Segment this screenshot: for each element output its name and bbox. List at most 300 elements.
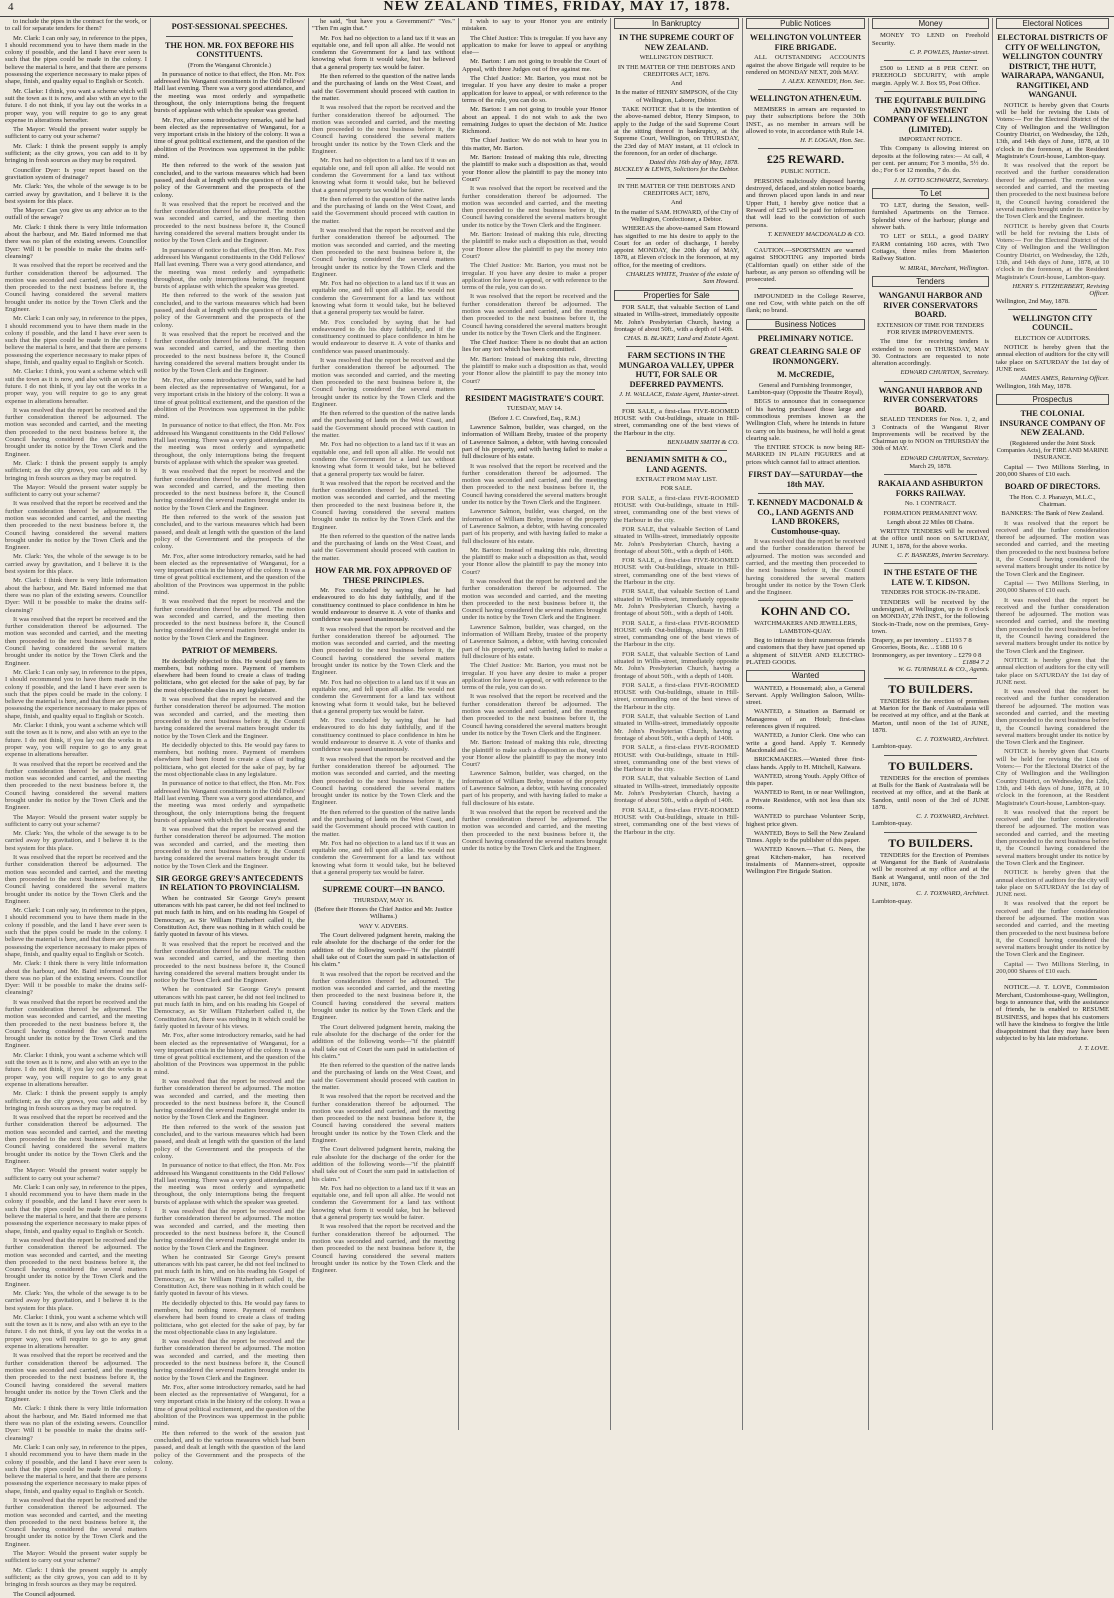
divider	[884, 563, 977, 564]
notice-signature: J. H. OTTO SCHWARTZ, Secretary.	[893, 176, 989, 184]
court-bench: (Before their Honors the Chief Justice and Mr. Justice Williams.)	[314, 906, 453, 921]
article-text: Mr. Clark: I think there is very little information about the harbour, and Mr. Baird informed me that there was no plan of the existing sewers. Councillor Dyer: Will it be possible to make the drains self-cleansing?	[5, 1405, 147, 1442]
article-text: The Mayor: Can you give us any advice as to the outfall of the sewage?	[5, 207, 147, 222]
article-text: Mr. Clark: Yes, the whole of the sewage is to be carried away by gravitation, and I believe it is the best system for this place.	[5, 1289, 147, 1312]
advertiser-name: KOHN AND CO.	[760, 604, 850, 619]
notice-heading: TO BUILDERS.	[888, 681, 973, 696]
court-case: WAY V. ADVERS.	[358, 922, 408, 930]
property-ad: FOR SALE, that valuable Section of Land situated in Willis-street, immediately opposite Mr. John's Presbyterian Church, having a frontage of about 50ft., with a depth of 140ft.	[614, 303, 739, 333]
notice-text: MEMBERS in arrears are requested to pay their subscriptions before the 30th INST., as no member in arrears will be allowed to vote, in accordance with Rule 14.	[746, 105, 865, 135]
listing-text: FOR SALE, that valuable Section of Land situated in Willis-street, immediately opposite Mr. John's Presbyterian Church, having a frontage of about 50ft., with a depth of 140ft.	[614, 525, 739, 555]
advertiser-name: T. KENNEDY MACDONALD & CO., LAND AGENTS AND LAND BROKERS, Customhouse-quay.	[747, 498, 864, 536]
article-text: Mr. Barton: Instead of making this rule, directing the plaintiff to make such a disposition as that, would your Honor allow the plaintiff to pay the money into Court?	[462, 739, 607, 769]
column-1	[2, 18, 150, 1598]
article-text: He then referred to the work of the session just concluded, and to the various measures which had been passed, and dealt at length with the question of the land policy of the Government and the prospects of the colony.	[154, 292, 305, 329]
notice-text: It was resolved that the report be received and the further consideration thereof be adjourned. The motion was seconded and carried, and the meeting then proceeded to the next business before it, the Council having considered the several matters brought under its notice by the Town Clerk and the Engineer.	[996, 596, 1109, 655]
article-text: It was resolved that the report be received and the further consideration thereof be adjourned. The motion was seconded and carried, and the meeting then proceeded to the next business before it, the Council having considered the several matters brought under its notice by the Town Clerk and the Engineer.	[5, 760, 147, 812]
property-ad-heading: FARM SECTIONS IN THE MUNGAROA VALLEY, UPPER HUTT, FOR SALE OR DEFERRED PAYMENTS.	[618, 351, 735, 389]
article-text: Lawrence Salmon, builder, was charged, on the information of William Breby, trustee of the property of Lawrence Salmon, a debtor, with having concealed part of his property, and with having failed to make a full disclosure of his estate.	[462, 508, 607, 545]
notice-heading: GREAT CLEARING SALE OF IRONMONGERY.	[749, 347, 862, 366]
article-text: In pursuance of notice to that effect, the Hon. Mr. Fox addressed his Wanganui constituents in the Odd Fellows' Hall last evening. There was a very good attendance, and the meeting was most orderly and sympathetic throughout, the only interruptions being the frequent bursts of applause with which the speaker was greeted.	[154, 1162, 305, 1206]
article-text: The Court delivered judgment herein, making the rule absolute for the discharge of the order for the addition of the following words—"if the plaintiff shall take out of Court the sum paid in satisfaction of his claim."	[312, 1023, 455, 1060]
notice-text: It was resolved that the report be received and the further consideration thereof be adjourned. The motion was seconded and carried, and the meeting then proceeded to the next business before it, the Council having considered the several matters brought under its notice by the Town Clerk and the Engineer.	[996, 808, 1109, 867]
notice-text: SEALED TENDERS for Nos. 1, 2, and 3 Contracts of the Wanganui River Improvements will be received by the Chairman up to NOON on THURSDAY the 30th of MAY.	[872, 416, 989, 453]
column-header: Tenders	[872, 276, 989, 287]
article-text: Mr. Barton: Instead of making this rule, directing the plaintiff to make such a disposition as that, would your Honor allow the plaintiff to pay the money into Court?	[462, 546, 607, 576]
notice-sub: ELECTION OF AUDITORS.	[1014, 334, 1091, 342]
court-date: TUESDAY, MAY 14.	[506, 405, 563, 413]
notice-signature: J. T. LOVE.	[1078, 1044, 1109, 1052]
article-text: Lawrence Salmon, builder, was charged, on the information of William Breby, trustee of the property of Lawrence Salmon, a debtor, with having concealed part of his property, and with having failed to make a full disclosure of his estate.	[462, 770, 607, 807]
article-text: Mr. Fox, after some introductory remarks, said he had been elected as the representative of Wanganui, for a very important crisis in the history of the colony. It was a time of great political excitement, and the question of the abolition of the Provinces was uppermost in the public mind.	[154, 1383, 305, 1428]
article-text: It was resolved that the report be received and the further consideration thereof be adjourned. The motion was seconded and carried, and the meeting then proceeded to the next business before it, the Council having considered the several matters brought under its notice by the Town Clerk and the Engineer.	[154, 330, 305, 375]
column-4	[458, 18, 610, 1430]
column-3	[308, 18, 458, 1430]
notice-text: Capital — Two Millions Sterling, in 200,000 Shares of £10 each.	[996, 960, 1109, 976]
notice-heading: TO BUILDERS.	[888, 758, 973, 773]
article-text: It was resolved that the report be received and the further consideration thereof be adjourned. The motion was seconded and carried, and the meeting then proceeded to the next business before it, the Council having considered the several matters brought under its notice by the Town Clerk and the Engineer.	[154, 468, 305, 512]
solicitors: BUCKLEY & LEWIS, Solicitors for the Debtor.	[614, 166, 739, 174]
notice-signature: C. J. TOXWARD, Architect.	[916, 813, 989, 821]
notice-signature: C. J. TOXWARD, Architect.	[916, 736, 989, 744]
article-text: It was resolved that the report be received and the further consideration thereof be adjourned. The motion was seconded and carried, and the meeting then proceeded to the next business before it, the Council having considered the several matters brought under its notice by the Town Clerk and the Engineer.	[5, 998, 147, 1050]
notice-text: NOTICE is hereby given that the annual election of auditors for the city will take place on SATURDAY the 1st day of JUNE next.	[996, 656, 1109, 686]
notice-heading: WELLINGTON VOLUNTEER FIRE BRIGADE.	[749, 33, 862, 52]
column-header: Electoral Notices	[996, 18, 1109, 29]
divider	[758, 493, 853, 494]
notice-date: Wellington, 2nd May, 1878.	[996, 297, 1070, 305]
money-ad: MONEY TO LEND on Freehold Security.	[872, 32, 989, 47]
article-text: Mr. Barton: Instead of making this rule, directing the plaintiff to make such a disposition as that, would your Honor allow the plaintiff to pay the money into Court?	[462, 154, 607, 183]
article-text: It was resolved that the report be received and the further consideration thereof be adjourned. The motion was seconded and carried, and the meeting then proceeded to the next business before it, the Council having considered the several matters brought under its notice by the Town Clerk and the Engineer.	[462, 808, 607, 853]
article-text: It was resolved that the report be received and the further consideration thereof be adjourned. The motion was seconded and carried, and the meeting then proceeded to the next business before it, the Council having considered the several matters brought under its notice by the Town Clerk and the Engineer.	[154, 696, 305, 740]
notice-signature: JAMES AMES, Returning Officer.	[1019, 375, 1109, 383]
and-label: And	[670, 80, 682, 88]
article-text: Mr. Clark: I can only say, in reference to the pipes, I should recommend you to have them made in the colony if possible, and the land I have ever seen is such that the pipes could be made in the colony. I believe the material is here, and that there are persons possessing the experience necessary to make pipes of shape, finish, and quality equal to English or Scotch.	[5, 668, 147, 720]
article-text: Mr. Clark: Yes, the whole of the sewage is to be carried away by gravitation, and I believe it is the best system for this place.	[5, 553, 147, 576]
article-text: Mr. Fox, after some introductory remarks, said he had been elected as the representative of Wanganui, for a very important crisis in the history of the colony. It was a time of great political excitement, and the question of the abolition of the Provinces was uppermost in the public mind.	[154, 1032, 305, 1076]
article-text: It was resolved that the report be received and the further consideration thereof be adjourned. The motion was seconded and carried, and the meeting then proceeded to the next business before it, the Council having considered the several matters brought under its notice by the Town Clerk and the Engineer.	[154, 598, 305, 642]
article-text: Lawrence Salmon, builder, was charged, on the information of William Breby, trustee of the property of Lawrence Salmon, a debtor, with having concealed part of his property, and with having failed to make a full disclosure of his estate.	[462, 424, 607, 461]
notice-text: It was resolved that the report be received and the further consideration thereof be adjourned. The motion was seconded and carried, and the meeting then proceeded to the next business before it, the Council having considered the several matters brought under its notice by the Town Clerk and the Engineer.	[996, 900, 1109, 959]
column-7	[868, 18, 992, 1430]
notice-sub: (Registered under the Joint Stock Companies Acts), for FIRE AND MARINE INSURANCE.	[996, 439, 1109, 462]
article-text: In pursuance of notice to that effect, the Hon. Mr. Fox addressed his Wanganui constituents in the Odd Fellows' Hall last evening. There was a very good attendance, and the meeting was most orderly and sympathetic throughout, the only interruptions being the frequent bursts of applause with which the speaker was greeted.	[154, 422, 305, 466]
stock-total: £1884 7 2	[962, 659, 989, 667]
article-text: Mr. Clark: I think the present supply is amply sufficient; as the city grows, you can add to it by bringing in fresh sources as they may be required.	[5, 1566, 147, 1589]
column-5	[610, 18, 742, 1430]
article-text: Mr. Clark: I think the present supply is amply sufficient; as the city grows, you can add to it by bringing in fresh sources as they may be required.	[5, 142, 147, 165]
article-text: Mr. Fox had no objection to a land tax if it was an equitable one, and fell upon all alike. He would not condemn the Government for a land tax without knowing what form it would take, but he believed that a general property tax would be fairer.	[312, 441, 455, 478]
column-header: Public Notices	[746, 18, 865, 29]
article-text: Mr. Clark: I can only say, in reference to the pipes, I should recommend you to have them made in the colony if possible, and the land I have ever seen is such that the pipes could be made in the colony. I believe the material is here, and that there are persons possessing the experience necessary to make pipes of shape, finish, and quality equal to English or Scotch.	[5, 1443, 147, 1495]
article-text: he said, "but have you a Government?" "Yes." "Then I'm agin that."	[312, 18, 455, 33]
stock-line: Groceries, Boots, &c. .. £188 10 6	[872, 644, 963, 652]
notice-heading: WANGANUI HARBOR AND RIVER CONSERVATORS BOARD.	[878, 291, 983, 320]
listing-text: FOR SALE, that valuable Section of Land situated in Willis-street, immediately opposite Mr. John's Presbyterian Church, having a frontage of about 50ft., with a depth of 140ft.	[614, 650, 739, 680]
article-text: Mr. Clarke: I think, you want a scheme which will suit the town as it is now, and also with an eye to the future. I do not think, if you lay out the works in a proper way, you will require to go to any great expense in alterations hereafter.	[5, 368, 147, 405]
notice-heading: PRELIMINARY NOTICE.	[757, 333, 854, 343]
divider	[758, 600, 853, 601]
article-text: Mr. Clarke: I think, you want a scheme which will suit the town as it is now, and also with an eye to the future. I do not think, if you lay out the works in a proper way, you will require to go to any great expense in alterations hereafter.	[5, 1051, 147, 1088]
divider	[884, 381, 977, 382]
notice-text: This Company is allowing interest on deposits at the following rates:— At call, 4 per cent. per annum; For 3 months, 5½ do. do.; For 6 or 12 months, 7 do. do.	[872, 145, 989, 175]
article-text: It was resolved that the report be received and the further consideration thereof be adjourned. The motion was seconded and carried, and the meeting then proceeded to the next business before it, the Council having considered the several matters brought under its notice by the Town Clerk and the Engineer.	[5, 262, 147, 313]
article-text: It was resolved that the report be received and the further consideration thereof be adjourned. The motion was seconded and carried, and the meeting then proceeded to the next business before it, the Council having considered the several matters brought under its notice by the Town Clerk and the Engineer.	[154, 1078, 305, 1122]
article-text: Mr. Clark: I can only say, in reference to the pipes, I should recommend you to have them made in the colony if possible, and the land I have ever seen is such that the pipes could be made in the colony. I believe the material is here, and that there are persons possessing the experience necessary to make pipes of shape, finish, and quality equal to English or Scotch.	[5, 907, 147, 958]
article-subheading: SIR GEORGE GREY'S ANTECEDENTS IN RELATION TO PROVINCIALISM.	[155, 873, 304, 893]
wanted-ad: WANTED, a Situation as Barmaid or Manageress of an Hotel; first-class references given if required.	[746, 708, 865, 731]
notice-signature: C. J. TOXWARD, Architect.	[916, 890, 989, 898]
article-text: It was resolved that the report be received and the further consideration thereof be adjourned. The motion was seconded and carried, and the meeting then proceeded to the next business before it, the Council having considered the several matters brought under its notice by the Town Clerk and the Engineer.	[5, 1497, 147, 1548]
notice-heading: ELECTORAL DISTRICTS OF CITY OF WELLINGTON, WELLINGTON COUNTRY DISTRICT, THE HUTT, WAIRARAPA, WANGANUI, RANGITIKEI, AND WANGANUI.	[997, 33, 1108, 100]
stock-line: Ironmongery, as per inventory .. £279 0 8	[872, 651, 982, 659]
act-title: IN THE MATTER OF THE DEBTORS AND CREDITORS ACT, 1876.	[617, 63, 736, 78]
article-text: Mr. Clark: I think there is very little information about the harbour, and Mr. Baird informed me that there was no plan of the existing sewers. Councillor Dyer: Will it be possible to make the drains self-cleansing?	[5, 960, 147, 997]
divider	[626, 450, 727, 451]
reward-heading: £25 REWARD.	[766, 152, 845, 167]
notice-sub: The Hon. C. J. Pharazyn, M.L.C., Chairman.	[1009, 493, 1096, 508]
article-text: It was resolved that the report be received and the further consideration thereof be adjourned. The motion was seconded and carried, and the meeting then proceeded to the next business before it, the Council having considered the several matters brought under its notice by the Town Clerk and the Engineer.	[154, 1208, 305, 1252]
notice-text: It was resolved that the report be received and the further consideration thereof be adjourned. The motion was seconded and carried, and the meeting then proceeded to the next business before it, the Council having considered the several matters brought under its notice by the Town Clerk and the Engineer.	[746, 538, 865, 597]
article-text: It was resolved that the report be received and the further consideration thereof be adjourned. The motion was seconded and carried, and the meeting then proceeded to the next business before it, the Council having considered the several matters brought under its notice by the Town Clerk and the Engineer.	[5, 615, 147, 667]
notice-signature: W. MIRAL, Merchant, Wellington.	[899, 264, 989, 272]
listing-text: FOR SALE, that valuable Section of Land situated in Willis-street, immediately opposite Mr. John's Presbyterian Church, having a frontage of about 50ft., with a depth of 140ft.	[614, 713, 739, 742]
column-8	[992, 18, 1112, 1430]
wanted-ad: WANTED, Boys to Sell the New Zealand Times. Apply to the publisher of this paper.	[746, 829, 865, 845]
wanted-ad: WANTED, a Housemaid; also, a General Servant. Apply Wellington Saloon, Willis-street.	[746, 684, 865, 707]
notice-heading: WELLINGTON ATHENÆUM.	[749, 94, 862, 104]
for-sale: FOR SALE.	[660, 485, 693, 493]
notice-signature: EDWARD CHURTON, Secretary.	[900, 369, 989, 377]
to-let-ad: TO LET, during the Session, well-furnished Apartments on the Terrace. Splendid view of the harbour; plunge and shower bath.	[872, 202, 989, 232]
notice-sub: IMPORTANT NOTICE.	[899, 136, 962, 144]
article-text: The Mayor: Would the present water supply be sufficient to carry out your scheme?	[5, 126, 147, 141]
column-header: Wanted	[746, 670, 865, 681]
article-text: Mr. Fox had no objection to a land tax if it was an equitable one, and fell upon all alike. He would not condemn the Government for a land tax without knowing what form it would take, but he believed that a general property tax would be fairer.	[312, 157, 455, 194]
section-heading: POST-SESSIONAL SPEECHES.	[171, 22, 288, 31]
article-text: It was resolved that the report be received and the further consideration thereof be adjourned. The motion was seconded and carried, and the meeting then proceeded to the next business before it, the Council having considered the several matters brought under its notice by the Town Clerk and the Engineer.	[5, 1114, 147, 1165]
column-2	[150, 18, 308, 1466]
notice-text: TENDERS for the Erection of Premises at Wanganui for the Bank of Australasia will be received at my office and at the Bank at Wanganui, until noon of the 3rd JUNE, 1878.	[872, 851, 989, 888]
notice-text: NOTICE is hereby given that Courts will be held for revising the Lists of Voters:— For the Electoral District of the City of Wellington and the Wellington Country District, on Wednesday, the 12th, 13th, and 14th days of June, 1878, at 10 o'clock in the forenoon, at the Resident Magistrate's Court-house, Lambton-quay.	[996, 101, 1109, 160]
article-text: Councillor Dyer: Is your report based on the gravitation system of drainage?	[5, 166, 147, 181]
notice-text: NOTICE is hereby given that the annual election of auditors for the city will take place on SATURDAY the 1st day of JUNE next.	[996, 344, 1109, 373]
divider	[626, 178, 727, 179]
notice-signature: EDWARD CHURTON, Secretary.	[900, 454, 989, 462]
article-text: Mr. Barton: I am not going to trouble your Honor about an appeal. I do not wish to ask the two remaining Judges to upset the decision of Mr. Justice Richmond.	[462, 106, 607, 136]
article-text: It was resolved that the report be received and the further consideration thereof be adjourned. The motion was seconded and carried, and the meeting then proceeded to the next business before it, the Council having considered the several matters brought under its notice by the Town Clerk and the Engineer.	[312, 1093, 455, 1145]
column-header: Prospectus	[996, 394, 1109, 405]
article-text: Mr. Fox had no objection to a land tax if it was an equitable one, and fell upon all alike. He would not condemn the Government for a land tax without knowing what form it would take, but he believed that a general property tax would be fairer.	[312, 839, 455, 877]
article-text: Lawrence Salmon, builder, was charged, on the information of William Breby, trustee of the property of Lawrence Salmon, a debtor, with having concealed part of his property, and with having failed to make a full disclosure of his estate.	[462, 623, 607, 660]
property-ad: FOR SALE, a first-class FIVE-ROOMED HOUSE with Out-buildings, situate in Hill-street, commanding one of the best views of the Harbour in the city.	[614, 407, 739, 437]
divider	[474, 389, 595, 390]
extract: EXTRACT FROM MAY LIST.	[636, 476, 717, 484]
article-text: He then referred to the question of the native lands and the purchasing of lands on the West Coast, and said the Government should proceed with caution in the matter.	[312, 1062, 455, 1091]
notice-text: TENDERS for the erection of premises at Marton for the Bank of Australasia will be received at my office, and at the Bank at Marton, until noon of the 1st of JUNE, 1878.	[872, 697, 989, 734]
notice-location: Lambton-quay.	[872, 743, 913, 751]
advertiser-sub: General and Furnishing Ironmonger, Lambton-quay (Opposite the Theatre Royal),	[747, 381, 864, 397]
notice-text: IMPOUNDED in the College Reserve, one red Cow, with white patch on the off flank; no brand.	[746, 292, 865, 315]
article-text: He then referred to the work of the session just concluded, and to the various measures which had been passed, and dealt at length with the question of the land policy of the Government and the prospects of the colony.	[154, 1429, 305, 1466]
article-text: Mr. Fox concluded by saying that he had endeavoured to do his duty faithfully, and if the constituency continued to place confidence in him he would endeavour to deserve it. A vote of thanks and confidence was passed unanimously.	[312, 587, 455, 624]
wanted-ad: WANTED to purchase Volunteer Scrip, highest price given.	[746, 813, 865, 828]
listing-text: FOR SALE, a first-class FIVE-ROOMED HOUSE with Out-buildings, situate in Hill-street, commanding one of the best views of the Harbour in the city.	[614, 494, 739, 524]
notice-text: BEGS to announce that in consequence of his having purchased those large and commodious premises known as the Wellington Club, where he intends in future to carry on his business, he will hold a great clearing sale.	[746, 398, 865, 442]
notice-text: CAUTION.—SPORTSMEN are warned against SHOOTING any imported birds (Californian quail) on either side of the harbour, as any person so offending will be prosecuted.	[746, 247, 865, 284]
article-text: Mr. Clark: I think the present supply is amply sufficient; as the city grows, you can add to it by bringing in fresh sources as they may be required.	[5, 459, 147, 482]
notice-text: It was resolved that the report be received and the further consideration thereof be adjourned. The motion was seconded and carried, and the meeting then proceeded to the next business before it, the Council having considered the several matters brought under its notice by the Town Clerk and the Engineer.	[996, 519, 1109, 578]
section-heading: SUPREME COURT—IN BANCO.	[322, 885, 445, 895]
article-text: It was resolved that the report be received and the further consideration thereof be adjourned. The motion was seconded and carried, and the meeting then proceeded to the next business before it, the Council having considered the several matters brought under its notice by the Town Clerk and the Engineer.	[154, 940, 305, 985]
article-text: He then referred to the question of the native lands and the purchasing of lands on the West Coast, and said the Government should proceed with caution in the matter.	[312, 808, 455, 838]
article-text: It was resolved that the report be received and the further consideration thereof be adjourned. The motion was seconded and carried, and the meeting then proceeded to the next business before it, the Council having considered the several matters brought under its notice by the Town Clerk and the Engineer.	[312, 227, 455, 278]
notice-sub: No. 1 CONTRACT.	[904, 500, 957, 508]
notice-sub: TENDERS FOR STOCK-IN-TRADE.	[880, 589, 981, 597]
and-label: And	[670, 199, 682, 207]
article-text: Mr. Clarke: I think, you want a scheme which will suit the town as it is now, and also with an eye to the future. I do not think, if you lay out the works in a proper way, you will require to go to any great expense in alterations hereafter.	[5, 722, 147, 759]
stock-line: Drapery, as per inventory .. £1193 7 8	[872, 637, 972, 645]
notice-heading: FIRST DAY—SATURDAY—the 18th MAY.	[748, 470, 863, 489]
article-text: It was resolved that the report be received and the further consideration thereof be adjourned. The motion was seconded and carried, and the meeting then proceeded to the next business before it, the Council having considered the several matters brought under its notice by the Town Clerk and the Engineer.	[5, 1352, 147, 1404]
article-text: Mr. Clarke: I think, you want a scheme which will suit the town as it is now, and also with an eye to the future. I do not think, if you lay out the works in a proper way, you will require to go to any great expense in alterations hereafter.	[5, 87, 147, 124]
article-text: Mr. Fox had no objection to a land tax if it was an equitable one, and fell upon all alike. He would not condemn the Government for a land tax without knowing what form it would take, but he believed that a general property tax would be fairer.	[312, 678, 455, 715]
notice-heading: WELLINGTON CITY COUNCIL.	[1012, 313, 1093, 333]
article-text: The Chief Justice: Mr. Barton, you must not be irregular. If you have any desire to make a proper application for leave to appeal, or with reference to the terms of the rule, you can do so.	[462, 662, 607, 692]
article-text: Mr. Fox, after some introductory remarks, said he had been elected as the representative of Wanganui, for a very important crisis in the history of the colony. It was a time of great political excitement, and the question of the abolition of the Provinces was uppermost in the public mind.	[154, 376, 305, 421]
article-text: In pursuance of notice to that effect, the Hon. Mr. Fox addressed his Wanganui constituents in the Odd Fellows' Hall last evening. There was a very good attendance, and the meeting was most orderly and sympathetic throughout, the only interruptions being the frequent bursts of applause with which the speaker was greeted.	[154, 780, 305, 824]
divider	[758, 89, 853, 90]
notice-location: Lambton-quay.	[872, 897, 913, 905]
article-subheading: THE HON. MR. FOX BEFORE HIS CONSTITUENTS.	[165, 40, 294, 59]
listing-text: FOR SALE, a first-class FIVE-ROOMED HOUSE with Out-buildings, situate in Hill-street, commanding one of the best views of the Harbour in the city.	[614, 619, 739, 649]
article-end: The Council adjourned.	[13, 1590, 76, 1598]
section-heading: RESIDENT MAGISTRATE'S COURT.	[465, 393, 604, 403]
article-text: Mr. Fox, after some introductory remarks, said he had been elected as the representative of Wanganui, for a very important crisis in the history of the colony. It was a time of great political excitement, and the question of the abolition of the Provinces was uppermost in the public mind.	[154, 552, 305, 596]
notice-heading: IN THE ESTATE OF THE LATE W. T. KIDSON.	[883, 568, 978, 587]
article-text: It was resolved that the report be received and the further consideration thereof be adjourned. The motion was seconded and carried, and the meeting then proceeded to the next business before it, the Council having considered the several matters brought under its notice by the Town Clerk and the Engineer.	[154, 1338, 305, 1382]
page-header	[0, 0, 1114, 17]
divider	[884, 91, 977, 92]
column-6	[742, 18, 868, 1430]
article-text: Mr. Clark: I can only say, in reference to the pipes, I should recommend you to have them made in the colony if possible, and the land I have ever seen is such that the pipes could be made in the colony. I believe the material is here, and that there are persons possessing the experience necessary to make pipes of shape, finish, and quality equal to English or Scotch.	[5, 34, 147, 86]
notice-heading: TO BUILDERS.	[888, 835, 973, 850]
agent: BENJAMIN SMITH & CO.	[667, 438, 739, 446]
article-text: The Chief Justice: Mr. Barton, you must not be irregular. If you have any desire to make a proper application for leave to appeal, or with reference to the terms of the rule, you can do so.	[462, 262, 607, 292]
agent: CHAS. B. BLAKEY, Land and Estate Agent.	[623, 335, 739, 343]
article-text: He then referred to the question of the native lands and the purchasing of lands on the West Coast, and said the Government should proceed with caution in the matter.	[312, 195, 455, 225]
article-text: The Chief Justice: We do not wish to hear you in this matter, Mr. Barton.	[462, 137, 607, 152]
divider	[758, 288, 853, 289]
notice-text: ALL OUTSTANDING ACCOUNTS against the above Brigade will require to be rendered on MONDAY NEXT, 20th MAY.	[746, 54, 865, 76]
article-text: When he contrasted Sir George Grey's present utterances with his past career, he did not feel inclined to put much faith in him, and on his reading his Gospel of Democracy, as Sir William Fitzherbert called it, the Constitution Act, there was nothing in it which could be fairly quoted in favour of his views.	[154, 894, 305, 939]
court-bench: (Before J. C. Crawford, Esq., R.M.)	[488, 414, 581, 422]
debtor: In the matter of HENRY SIMPSON, of the City of Wellington, Laborer, Debtor.	[615, 89, 738, 104]
article-text: It was resolved that the report be received and the further consideration thereof be adjourned. The motion was seconded and carried, and the meeting then proceeded to the next business before it, the Council having considered the several matters brought under its notice by the Town Clerk and the Engineer.	[462, 185, 607, 229]
article-text: Mr. Clark: I think there is very little information about the harbour, and Mr. Baird informed me that there was no plan of the existing sewers. Councillor Dyer: Will it be possible to make the drains self-cleansing?	[5, 223, 147, 260]
notice-signature: H. F. LOGAN, Hon. Sec.	[800, 137, 865, 145]
wanted-ad: WANTED, strong Youth. Apply Office of this paper.	[746, 772, 865, 788]
notice-text: The time for receiving tenders is extended to noon on THURSDAY, MAY 30. Contractors are requested to note alteration accordingly.	[872, 338, 989, 368]
divider	[758, 242, 853, 243]
notice-date: March 29, 1878.	[909, 462, 952, 470]
divider	[1008, 309, 1097, 310]
notice-text: It was resolved that the report be received and the further consideration thereof be adjourned. The motion was seconded and carried, and the meeting then proceeded to the next business before it, the Council having considered the several matters brought under its notice by the Town Clerk and the Engineer.	[996, 688, 1109, 747]
advertiser-sub: WATCHMAKERS AND JEWELLERS, LAMBTON-QUAY.	[754, 620, 857, 635]
wanted-ad: BRICKMAKERS.—Wanted three first-class hands. Apply to H. Mitchell, Kaiwara.	[746, 756, 865, 771]
article-text: Mr. Clark: I can only say, in reference to the pipes, I should recommend you to have them made in the colony if possible, and the land I have ever seen is such that the pipes could be made in the colony. I believe the material is here, and that there are persons possessing the experience necessary to make pipes of shape, finish, and quality equal to English or Scotch.	[5, 315, 147, 367]
article-text: It was resolved that the report be received and the further consideration thereof be adjourned. The motion was seconded and carried, and the meeting then proceeded to the next business before it, the Council having considered the several matters brought under its notice by the Town Clerk and the Engineer.	[312, 755, 455, 807]
notice-text: NOTICE is hereby given that Courts will be held for revising the Lists of Voters:— For the Electoral District of the City of Wellington and the Wellington Country District, on Wednesday, the 12th, 13th, and 14th days of June, 1878, at 10 o'clock in the forenoon, at the Resident Magistrate's Court-house, Lambton-quay.	[996, 748, 1109, 807]
article-text: Mr. Fox, after some introductory remarks, said he had been elected as the representative of Wanganui, for a very important crisis in the history of the colony. It was a time of great political excitement, and the question of the abolition of the Provinces was uppermost in the public mind.	[154, 116, 305, 161]
notice-location: Lambton-quay.	[872, 820, 913, 828]
article-text: The Mayor: Would the present water supply be sufficient to carry out your scheme?	[5, 813, 147, 828]
debtor: In the matter of SAM. HOWARD, of the City of Wellington, Confectioner, a Debtor.	[614, 208, 739, 223]
article-text: It was resolved that the report be received and the further consideration thereof be adjourned. The motion was seconded and carried, and the meeting then proceeded to the next business before it, the Council having considered the several matters brought under its notice by the Town Clerk and the Engineer.	[312, 1223, 455, 1275]
article-text: Mr. Clark: I think the present supply is amply sufficient; as the city grows, you can add to it by bringing in fresh sources as they may be required.	[5, 1090, 147, 1112]
to-let-ad: TO LET or SELL, a good DAIRY FARM containing 160 acres, with Two Cottages, three miles from Masterton Railway Station.	[872, 233, 989, 263]
article-text: Mr. Clark: Yes, the whole of the sewage is to be carried away by gravitation, and I believe it is the best system for this place.	[5, 183, 147, 205]
column-header: Money	[872, 18, 989, 29]
listing-text: FOR SALE, that valuable Section of Land situated in Willis-street, immediately opposite Mr. John's Presbyterian Church, having a frontage of about 50ft., with a depth of 140ft.	[614, 588, 739, 618]
article-text: It was resolved that the report be received and the further consideration thereof be adjourned. The motion was seconded and carried, and the meeting then proceeded to the next business before it, the Council having considered the several matters brought under its notice by the Town Clerk and the Engineer.	[462, 462, 607, 507]
advertiser-name: M. McCREDIE,	[776, 370, 835, 380]
listing-text: FOR SALE, a first-class FIVE-ROOMED HOUSE with Out-buildings, situate in Hill-street, commanding one of the best views of the Harbour in the city.	[614, 681, 739, 711]
article-text: The Chief Justice: There is no doubt that an action lies for any tort which has been committed.	[462, 339, 607, 354]
column-header: Business Notices	[746, 319, 865, 330]
notice-text: NOTICE is hereby given that Courts will be held for revising the Lists of Voters:— For the Electoral District of the City of Wellington and the Wellington Country District, on Wednesday, the 12th, 13th, and 14th days of June, 1878, at 10 o'clock in the forenoon, at the Resident Magistrate's Court-house, Lambton-quay.	[996, 222, 1109, 281]
article-text: It was resolved that the report be received and the further consideration thereof be adjourned. The motion was seconded and carried, and the meeting then proceeded to the next business before it, the Council having considered the several matters brought under its notice by the Town Clerk and the Engineer.	[5, 854, 147, 905]
column-header: Properties for Sale	[614, 290, 739, 301]
article-text: When he contrasted Sir George Grey's present utterances with his past career, he did not feel inclined to put much faith in him, and on his reading his Gospel of Democracy, as Sir William Fitzherbert called it, the Constitution Act, there was nothing in it which could be fairly quoted in favour of his views.	[154, 1253, 305, 1298]
article-subheading: HOW FAR MR. FOX APPROVED OF THESE PRINCIPLES.	[315, 566, 452, 585]
article-text: Mr. Fox concluded by saying that he had endeavoured to do his duty faithfully, and if the constituency continued to place confidence in him he would endeavour to deserve it. A vote of thanks and confidence was passed unanimously.	[312, 717, 455, 754]
columns	[2, 18, 1112, 1598]
notice-sub: BANKERS: The Bank of New Zealand.	[1001, 510, 1104, 518]
article-text: Mr. Clark: I think there is very little information about the harbour, and Mr. Baird informed me that there was no plan of the existing sewers. Councillor Dyer: Will it be possible to make the drains self-cleansing?	[5, 577, 147, 614]
notice-text: TENDERS will be received by the undersigned, at Wellington, up to 8 o'clock on MONDAY, 27th INST., for the following Stock-in-Trade, now on the premises, Grey-town.	[872, 598, 989, 635]
article-text: He then referred to the question of the native lands and the purchasing of lands on the West Coast, and said the Government should proceed with caution in the matter.	[312, 532, 455, 562]
article-text: He decidedly objected to this. He would pay fares to members, but nothing more. Payment of members elsewhere had been found to create a class of trading politicians, who got elected for the sake of pay, by far the most objectionable class in any legislature.	[154, 657, 305, 694]
wanted-ad: WANTED Known.—That G. Nees, the great Kitchen-maker, has received instalments of Manners-street, opposite Wellington Fire Brigade Station.	[746, 846, 865, 876]
district: WELLINGTON DISTRICT.	[639, 54, 714, 62]
act-title: IN THE MATTER OF THE DEBTORS AND CREDITORS ACT, 1876,	[617, 182, 736, 198]
article-source: (From the Wanganui Chronicle.)	[187, 61, 272, 69]
notice-heading: THE COLONIAL INSURANCE COMPANY OF NEW ZEALAND.	[999, 409, 1106, 438]
money-ad: £500 to LEND at 8 PER CENT. on FREEHOLD SECURITY, with ample margin. Apply W. J. Box 95, Post Office.	[872, 65, 989, 87]
article-text: The Mayor: Would the present water supply be sufficient to carry out your scheme?	[5, 1550, 147, 1565]
article-text: It was resolved that the report be received and the further consideration thereof be adjourned. The motion was seconded and carried, and the meeting then proceeded to the next business before it, the Council having considered the several matters brought under its notice by the Town Clerk and the Engineer.	[154, 200, 305, 245]
article-text: Mr. Fox concluded by saying that he had endeavoured to do his duty faithfully, and if the constituency continued to place confidence in him he would endeavour to deserve it. A vote of thanks and confidence was passed unanimously.	[312, 318, 455, 355]
notice-text: Capital — Two Millions Sterling, in 200,000 Shares of £10 each.	[996, 463, 1109, 478]
article-text: It was resolved that the report be received and the further consideration thereof be adjourned. The motion was seconded and carried, and the meeting then proceeded to the next business before it, the Council having considered the several matters brought under its notice by the Town Clerk and the Engineer.	[312, 104, 455, 156]
notice-text: NOTICE.—J. T. LOVE, Commission Merchant, Customhouse-quay, Wellington, begs to announce that, with the assistance of friends, he is enabled to RESUME BUSINESS, and hopes that his customers will have the kindness to forgive the little disappointment that they may have been subjected to by his late misfortune.	[996, 984, 1110, 1043]
article-text: It was resolved that the report be received and the further consideration thereof be adjourned. The motion was seconded and carried, and the meeting then proceeded to the next business before it, the Council having considered the several matters brought under its notice by the Town Clerk and the Engineer.	[312, 970, 455, 1022]
column-header: In Bankruptcy	[614, 18, 739, 29]
article-text: He then referred to the work of the session just concluded, and to the various measures which had been passed, and dealt at length with the question of the land policy of the Government and the prospects of the colony.	[154, 514, 305, 551]
notice-sub: EXTENSION OF TIME FOR TENDERS FOR RIVER IMPROVEMENTS.	[877, 321, 984, 336]
trustee: CHARLES WHITE, Trustee of the estate of Sam Howard.	[625, 271, 739, 286]
article-text: It was resolved that the report be received and the further consideration thereof be adjourned. The motion was seconded and carried, and the meeting then proceeded to the next business before it, the Council having considered the several matters brought under its notice by the Town Clerk and the Engineer.	[312, 479, 455, 531]
notice-text: WRITTEN TENDERS will be received at the office until noon on SATURDAY, JUNE 1, 1878, for the above works.	[872, 528, 989, 550]
article-text: It was resolved that the report be received and the further consideration thereof be adjourned. The motion was seconded and carried, and the meeting then proceeded to the next business before it, the Council having considered the several matters brought under its notice by the Town Clerk and the Engineer.	[462, 577, 607, 622]
divider	[884, 832, 977, 833]
notice-text: TENDERS for the erection of premises at Bulls for the Bank of Australasia will be received at my office, and at the Bank at Sandon, until noon of the 3rd of JUNE 1878.	[872, 774, 989, 811]
notice-heading: WANGANUI HARBOR AND RIVER CONSERVATORS BOARD.	[878, 385, 983, 414]
article-text: It was resolved that the report be received and the further consideration thereof be adjourned. The motion was seconded and carried, and the meeting then proceeded to the next business before it, the Council having considered the several matters brought under its notice by the Town Clerk and the Engineer.	[154, 826, 305, 870]
listing-text: FOR SALE, a first-class FIVE-ROOMED HOUSE with Out-buildings, situate in Hill-street, commanding one of the best views of the Harbour in the city.	[614, 557, 739, 587]
notice-heading: THE EQUITABLE BUILDING AND INVESTMENT COMPANY OF WELLINGTON (LIMITED).	[873, 96, 988, 134]
listing-text: FOR SALE, a first-class FIVE-ROOMED HOUSE with Out-buildings, situate in Hill-street, commanding one of the best views of the Harbour in the city.	[614, 806, 739, 836]
notice-text: Beg to intimate to their numerous friends and customers that they have just opened up a shipment of SILVER AND ELECTRO-PLATED GOODS.	[746, 637, 865, 666]
listing-text: FOR SALE, that valuable Section of Land situated in Willis-street, immediately opposite Mr. John's Presbyterian Church, having a frontage of about 50ft., with a depth of 140ft.	[614, 775, 739, 805]
wanted-ad: WANTED to Rent, in or near Wellington, a Private Residence, with not less than six rooms.	[746, 789, 865, 811]
article-text: He decidedly objected to this. He would pay fares to members, but nothing more. Payment of members elsewhere had been found to create a class of trading politicians, who got elected for the sake of pay, by far the most objectionable class in any legislature.	[154, 1299, 305, 1336]
article-text: I wish to say to your Honor you are entirely mistaken.	[462, 18, 607, 33]
notice-signature: C. F. BASKERS, Interim Secretary.	[897, 552, 989, 560]
notice-signature: T. KENNEDY MACDONALD & CO.	[767, 230, 865, 238]
article-text: Mr. Fox had no objection to a land tax if it was an equitable one, and fell upon all alike. He would not condemn the Government for a land tax without knowing what form it would take, but he believed that a general property tax would be fairer.	[312, 34, 455, 71]
reward-sub: PUBLIC NOTICE.	[780, 168, 831, 176]
page-number: 4	[8, 1, 14, 13]
article-text: Mr. Clarke: I think, you want a scheme which will suit the town as it is now, and also with an eye to the future. I do not think, if you lay out the works in a proper way, you will require to go to any great expense in alterations hereafter.	[5, 1313, 147, 1351]
article-text: It was resolved that the report be received and the further consideration thereof be adjourned. The motion was seconded and carried, and the meeting then proceeded to the next business before it, the Council having considered the several matters brought under its notice by the Town Clerk and the Engineer.	[462, 293, 607, 337]
article-text: In pursuance of notice to that effect, the Hon. Mr. Fox addressed his Wanganui constituents in the Odd Fellows' Hall last evening. There was a very good attendance, and the meeting was most orderly and sympathetic throughout, the only interruptions being the frequent bursts of applause with which the speaker was greeted.	[154, 246, 305, 291]
listing-text: FOR SALE, a first-class FIVE-ROOMED HOUSE with Out-buildings, situate in Hill-street, commanding one of the best views of the Harbour in the city.	[614, 744, 739, 774]
article-text: He then referred to the question of the native lands and the purchasing of lands on the West Coast, and said the Government should proceed with caution in the matter.	[312, 410, 455, 440]
wanted-ad: WANTED, a Junior Clerk. One who can write a good hand. Apply T. Kennedy Macdonald and Co.	[746, 732, 865, 754]
agent-heading: BENJAMIN SMITH & CO., LAND AGENTS.	[626, 455, 727, 474]
court-title: IN THE SUPREME COURT OF NEW ZEALAND.	[619, 33, 734, 52]
notice-text: TAKE NOTICE that it is the intention of the above-named debtor, Henry Simpson, to apply to the Judge of the said Supreme Court at the sitting thereof in bankruptcy, at the Supreme Court, Wellington, on THURSDAY, the 23rd day of MAY instant, at 11 o'clock in the forenoon, for an order of discharge.	[614, 106, 739, 157]
notice-heading: BOARD OF DIRECTORS.	[1004, 482, 1101, 492]
article-text: He then referred to the question of the native lands and the purchasing of lands on the West Coast, and said the Government should proceed with caution in the matter.	[312, 73, 455, 102]
article-text: He then referred to the work of the session just concluded, and to the various measures which had been passed, and dealt at length with the question of the land policy of the Government and the prospects of the colony.	[154, 1123, 305, 1160]
notice-signature: J. ALEX. KENNEDY, Hon. Sec.	[782, 78, 865, 86]
article-text: The Court delivered judgment herein, making the rule absolute for the discharge of the order for the addition of the following words—"if the plaintiff shall take out of Court the sum paid in satisfaction of his claim."	[312, 1146, 455, 1183]
divider	[884, 678, 977, 679]
notice-signature: C. P. POWLES, Hunter-street.	[909, 48, 989, 56]
divider	[626, 346, 727, 347]
dated: Dated this 16th day of May, 1878.	[649, 159, 739, 167]
article-text: It was resolved that the report be received and the further consideration thereof be adjourned. The motion was seconded and carried, and the meeting then proceeded to the next business before it, the Council having considered the several matters brought under its notice by the Town Clerk and the Engineer.	[5, 500, 147, 552]
notice-text: The ENTIRE STOCK is now being RE-MARKED IN PLAIN FIGURES and at prices which cannot fail to attract attention.	[746, 444, 865, 466]
notice-text: PERSONS maliciously disposed having destroyed, defaced, and stolen notice boards, and thrown placed upon lands in and near Upper Hutt, I hereby give notice that a Reward of £25 will be paid for information that will lead to the conviction of such persons.	[746, 177, 865, 229]
article-text: Mr. Barton: Instead of making this rule, directing the plaintiff to make such a disposition as that, would your Honor allow the plaintiff to pay the money into Court?	[462, 231, 607, 260]
article-text: It was resolved that the report be received and the further consideration thereof be adjourned. The motion was seconded and carried, and the meeting then proceeded to the next business before it, the Council having considered the several matters brought under its notice by the Town Clerk and the Engineer.	[5, 406, 147, 458]
masthead-title: NEW ZEALAND TIMES, FRIDAY, MAY 17, 1878.	[383, 0, 731, 14]
notice-text: Capital — Two Millions Sterling, in 200,000 Shares of £10 each.	[996, 579, 1109, 595]
article-text: Mr. Fox had no objection to a land tax if it was an equitable one, and fell upon all alike. He would not condemn the Government for a land tax without knowing what form it would take, but he believed that a general property tax would be fairer.	[312, 1184, 455, 1222]
article-subheading: PATRIOT OF MEMBERS.	[181, 646, 278, 656]
notice-date: Wellington, 16th May, 1878.	[996, 382, 1072, 390]
article-text: He decidedly objected to this. He would pay fares to members, but nothing more. Payment of members elsewhere had been found to create a class of trading politicians, who got elected for the sake of pay, by far the most objectionable class in any legislature.	[154, 741, 305, 779]
notice-text: WHEREAS the above-named Sam Howard has signified to me his desire to apply to the Court for an order of discharge, I hereby appoint MONDAY, the 20th day of MAY, 1878, at Eleven o'clock in the forenoon, at my office, for the meeting of creditors.	[614, 225, 739, 269]
article-text: The Chief Justice: This is irregular. If you have any application to make for leave to appeal or anything else—	[462, 34, 607, 57]
article-text: It was resolved that the report be received and the further consideration thereof be adjourned. The motion was seconded and carried, and the meeting then proceeded to the next business before it, the Council having considered the several matters brought under its notice by the Town Clerk and the Engineer.	[312, 357, 455, 408]
article-text: The Mayor: Would the present water supply be sufficient to carry out your scheme?	[5, 1167, 147, 1182]
divider	[758, 148, 853, 149]
notice-text: NOTICE is hereby given that the annual election of auditors for the city will take place on SATURDAY the 1st day of JUNE next.	[996, 869, 1109, 899]
article-text: He then referred to the work of the session just concluded, and to the various measures which had been passed, and dealt at length with the question of the land policy of the Government and the prospects of the colony.	[154, 162, 305, 199]
article-text: It was resolved that the report be received and the further consideration thereof be adjourned. The motion was seconded and carried, and the meeting then proceeded to the next business before it, the Council having considered the several matters brought under its notice by the Town Clerk and the Engineer.	[312, 625, 455, 677]
article-text: When he contrasted Sir George Grey's present utterances with his past career, he did not feel inclined to put much faith in him, and on his reading his Gospel of Democracy, as Sir William Fitzherbert called it, the Constitution Act, there was nothing in it which could be fairly quoted in favour of his views.	[154, 986, 305, 1030]
article-text: Mr. Barton: Instead of making this rule, directing the plaintiff to make such a disposition as that, would your Honor allow the plaintiff to pay the money into Court?	[462, 355, 607, 385]
article-text: The Court delivered judgment herein, making the rule absolute for the discharge of the order for the addition of the following words—"if the plaintiff shall take out of Court the sum paid in satisfaction of his claim."	[312, 932, 455, 969]
divider	[884, 60, 977, 61]
article-text: Mr. Fox had no objection to a land tax if it was an equitable one, and fell upon all alike. He would not condemn the Government for a land tax without knowing what form it would take, but he believed that a general property tax would be fairer.	[312, 280, 455, 317]
